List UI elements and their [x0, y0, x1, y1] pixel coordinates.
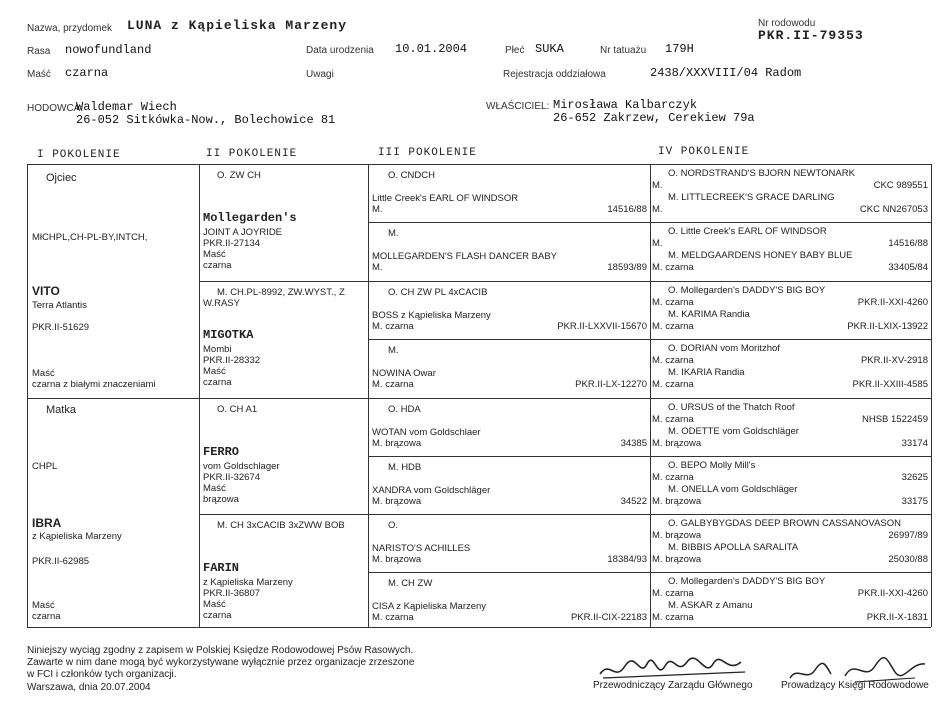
- gen4-dam-sex: M. czarna: [652, 379, 694, 390]
- branch-label: Rejestracja oddziałowa: [503, 69, 606, 80]
- gen4-sire-sex: M.: [652, 180, 663, 191]
- gen4-dam: M. ONELLA vom Goldschläger: [668, 484, 798, 495]
- gen3-sex: M. czarna: [372, 379, 414, 390]
- gen4-sire: O. URSUS of the Thatch Roof: [668, 402, 795, 413]
- grid-gen3-split: [368, 456, 931, 457]
- gen3-top: O. CNDCH: [388, 170, 435, 181]
- breeder-label: HODOWCA:: [27, 103, 84, 114]
- gen2-color-label: Maść: [203, 483, 226, 494]
- gen2-kennel: JOINT A JOYRIDE: [203, 227, 283, 238]
- grid-gen2-split: [199, 514, 368, 515]
- gen1-father-kennel: Terra Atlantis: [32, 300, 87, 311]
- breed-label: Rasa: [27, 46, 51, 57]
- gen1-mother-color-label: Maść: [32, 600, 55, 611]
- gen4-sire-reg: 32625: [901, 472, 928, 483]
- gen1-mother-name: IBRA: [32, 516, 62, 530]
- footer-line-3: w FCI i członków tych organizacji.: [27, 669, 177, 680]
- grid-gen3-split: [368, 281, 931, 282]
- gen1-father-titles: MłCHPL,CH-PL-BY,INTCH,: [32, 232, 148, 243]
- gen3-top: O. HDA: [388, 404, 421, 415]
- gen3-name: WOTAN vom Goldschlaer: [372, 427, 481, 438]
- gen2-color-label: Maść: [203, 599, 226, 610]
- gen2-reg: PKR.II-36807: [203, 588, 261, 599]
- gen1-mother-color: czarna: [32, 611, 61, 622]
- grid-gen3-split: [368, 514, 931, 515]
- dob-value: 10.01.2004: [395, 42, 468, 56]
- gen3-name: XANDRA vom Goldschläger: [372, 485, 491, 496]
- gen2-color: brązowa: [203, 494, 239, 505]
- gen2-color: czarna: [203, 610, 232, 621]
- gen4-dam-sex: M. brązowa: [652, 438, 702, 449]
- gen4-sire-sex: M. czarna: [652, 472, 694, 483]
- gen4-sire-sex: M. czarna: [652, 297, 694, 308]
- grid-gen3-split: [368, 339, 931, 340]
- notes-label: Uwagi: [306, 69, 334, 80]
- gen4-dam: M. IKARIA Randia: [668, 367, 745, 378]
- gen4-sire-reg: PKR.II-XXI-4260: [857, 588, 928, 599]
- breed-value: nowofundland: [65, 43, 152, 57]
- gen4-sire-reg: 26997/89: [888, 530, 928, 541]
- gen4-dam-sex: M.: [652, 204, 663, 215]
- gen4-dam: M. LITTLECREEK'S GRACE DARLING: [668, 192, 835, 203]
- gen2-name: FERRO: [203, 445, 240, 459]
- reg-number: PKR.II-79353: [758, 28, 864, 43]
- gen4-dam-reg: PKR.II-LXIX-13922: [847, 321, 928, 332]
- gen4-sire-reg: PKR.II-XV-2918: [860, 355, 928, 366]
- gen3-top: M. HDB: [388, 462, 422, 473]
- gen4-sire: O. Little Creek's EARL OF WINDSOR: [668, 226, 827, 237]
- tattoo-label: Nr tatuażu: [600, 45, 647, 56]
- gen2-reg: PKR.II-28332: [203, 355, 261, 366]
- gen4-sire-sex: M. czarna: [652, 355, 694, 366]
- grid-left-line: [27, 164, 28, 627]
- gen4-dam-sex: M. brązowa: [652, 496, 702, 507]
- dob-label: Data urodzenia: [306, 45, 374, 56]
- gen2-color-label: Maść: [203, 366, 226, 377]
- gen3-sex: M. brązowa: [372, 438, 422, 449]
- gen1-father-reg: PKR.II-51629: [32, 322, 90, 333]
- gen4-dam: M. ODETTE vom Goldschläger: [668, 426, 799, 437]
- gen3-reg: PKR.II-LXXVII-15670: [557, 321, 647, 332]
- gen3-reg: 34522: [620, 496, 647, 507]
- gen3-name: NARISTO'S ACHILLES: [372, 543, 471, 554]
- gen4-sire-reg: CKC 989551: [873, 180, 928, 191]
- gen4-dam-sex: M. brązowa: [652, 554, 702, 565]
- grid-gen3-split: [368, 398, 931, 399]
- footer-line-1: Niniejszy wyciąg zgodny z zapisem w Polskiej Księdze Rodowodowej Psów Rasowych.: [27, 645, 414, 656]
- gen4-sire: O. Mollegarden's DADDY'S BIG BOY: [668, 285, 826, 296]
- gen4-sire-reg: PKR.II-XXI-4260: [857, 297, 928, 308]
- breeder-name: Waldemar Wiech: [76, 100, 177, 114]
- gen4-sire-sex: M. czarna: [652, 414, 694, 425]
- color-label: Maść: [27, 69, 51, 80]
- gen4-dam-sex: M. czarna: [652, 262, 694, 273]
- gen2-header: II POKOLENIE: [206, 148, 298, 160]
- gen4-header: IV POKOLENIE: [658, 146, 750, 158]
- gen2-name: Mollegarden's: [203, 211, 297, 225]
- gen3-top: O.: [388, 520, 399, 531]
- gen1-father-head: Ojciec: [46, 172, 77, 184]
- gen4-dam-sex: M. czarna: [652, 612, 694, 623]
- gen1-header: I POKOLENIE: [37, 149, 121, 161]
- gen4-sire-sex: M. czarna: [652, 588, 694, 599]
- gen4-dam-reg: PKR.II-XXIII-4585: [852, 379, 928, 390]
- breeder-address: 26-052 Sitkówka-Now., Bolechowice 81: [76, 113, 336, 127]
- gen3-reg: 18384/93: [607, 554, 647, 565]
- gen2-kennel: vom Goldschlager: [203, 461, 280, 472]
- gen3-reg: 34385: [620, 438, 647, 449]
- grid-col3-line: [650, 164, 651, 627]
- owner-label: WŁAŚCICIEL:: [486, 101, 550, 112]
- gen4-sire-reg: NHSB 1522459: [861, 414, 928, 425]
- color-value: czarna: [65, 66, 109, 80]
- gen2-name: FARIN: [203, 561, 240, 575]
- gen3-sex: M. brązowa: [372, 554, 422, 565]
- gen1-father-color: czarna z białymi znaczeniami: [32, 379, 156, 390]
- gen1-mother-titles: CHPL: [32, 461, 58, 472]
- gen2-kennel: Mombi: [203, 344, 232, 355]
- gen3-reg: PKR.II-LX-12270: [575, 379, 647, 390]
- gen4-sire-sex: M.: [652, 238, 663, 249]
- gen3-sex: M. czarna: [372, 321, 414, 332]
- gen3-name: MOLLEGARDEN'S FLASH DANCER BABY: [372, 251, 557, 262]
- gen2-top: O. CH A1: [217, 404, 258, 415]
- gen4-sire-reg: 14516/88: [888, 238, 928, 249]
- footer-line-2: Zawarte w nim dane mogą być wykorzystywane wyłącznie przez organizacje zrzeszone: [27, 657, 415, 668]
- grid-gen2-split: [199, 281, 368, 282]
- gen4-dam: M. BIBBIS APOLLA SARALITA: [668, 542, 799, 553]
- branch-value: 2438/XXXVIII/04 Radom: [650, 66, 802, 80]
- grid-right-line: [931, 164, 932, 627]
- grid-col2-line: [368, 164, 369, 627]
- signature-1-caption: Przewodniczący Zarządu Głównego: [593, 680, 753, 691]
- gen3-top: M.: [388, 345, 399, 356]
- gen2-top: O. ZW CH: [217, 170, 261, 181]
- gen4-sire: O. BEPO Molly Mill's: [668, 460, 756, 471]
- signature-2-caption: Prowadzący Księgi Rodowodowe: [781, 680, 929, 691]
- grid-bottom-line: [27, 627, 931, 628]
- grid-gen2-split: [199, 398, 368, 399]
- sex-label: Płeć: [505, 45, 525, 56]
- gen3-name: BOSS z Kąpieliska Marzeny: [372, 310, 491, 321]
- gen2-color: czarna: [203, 377, 232, 388]
- gen3-name: NOWINA Owar: [372, 368, 436, 379]
- owner-name: Mirosława Kalbarczyk: [553, 98, 698, 112]
- gen4-dam: M. MELDGAARDENS HONEY BABY BLUE: [668, 250, 853, 261]
- gen2-reg: PKR.II-27134: [203, 238, 261, 249]
- gen4-sire-sex: M. brązowa: [652, 530, 702, 541]
- gen2-kennel: z Kąpieliska Marzeny: [203, 577, 293, 588]
- gen3-top: O. CH ZW PL 4xCACIB: [388, 287, 488, 298]
- gen2-reg: PKR.II-32674: [203, 472, 261, 483]
- grid-gen1-split: [27, 398, 199, 399]
- footer-date: Warszawa, dnia 20.07.2004: [27, 682, 151, 693]
- grid-col1-line: [199, 164, 200, 627]
- gen2-top-cont: W.RASY: [203, 298, 240, 309]
- gen2-top: M. CH.PL-8992, ZW.WYST., Z: [217, 287, 345, 298]
- gen2-top: M. CH 3xCACIB 3xZWW BOB: [217, 520, 345, 531]
- gen4-dam-reg: PKR.II-X-1831: [866, 612, 928, 623]
- gen1-mother-reg: PKR.II-62985: [32, 556, 90, 567]
- gen2-color-label: Maść: [203, 249, 226, 260]
- gen3-sex: M. brązowa: [372, 496, 422, 507]
- grid-gen3-split: [368, 572, 931, 573]
- tattoo-value: 179H: [665, 42, 694, 56]
- gen3-name: CISA z Kąpieliska Marzeny: [372, 601, 487, 612]
- gen4-sire: O. GALBYBYGDAS DEEP BROWN CASSANOVASON: [668, 518, 901, 529]
- gen3-sex: M.: [372, 262, 383, 273]
- gen3-sex: M.: [372, 204, 383, 215]
- gen2-name: MIGOTKA: [203, 328, 254, 342]
- sex-value: SUKA: [535, 42, 564, 56]
- gen2-color: czarna: [203, 260, 232, 271]
- owner-address: 26-652 Zakrzew, Cerekiew 79a: [553, 111, 755, 125]
- gen4-dam-sex: M. czarna: [652, 321, 694, 332]
- gen1-father-name: VITO: [32, 284, 60, 298]
- gen4-dam-reg: 25030/88: [888, 554, 928, 565]
- gen1-mother-kennel: z Kąpieliska Marzeny: [32, 531, 122, 542]
- grid-gen3-split: [368, 222, 931, 223]
- grid-top-line: [27, 164, 931, 165]
- dog-name: LUNA z Kąpieliska Marzeny: [127, 18, 348, 33]
- gen4-dam-reg: 33174: [901, 438, 928, 449]
- gen4-sire: O. Mollegarden's DADDY'S BIG BOY: [668, 576, 826, 587]
- gen3-reg: 18593/89: [607, 262, 647, 273]
- gen1-mother-head: Matka: [46, 404, 76, 416]
- gen4-sire: O. DORIAN vom Moritzhof: [668, 343, 780, 354]
- gen1-father-color-label: Maść: [32, 368, 55, 379]
- gen4-dam: M. KARIMA Randia: [668, 309, 750, 320]
- gen3-reg: PKR.II-CIX-22183: [570, 612, 647, 623]
- gen4-sire: O. NORDSTRAND'S BJORN NEWTONARK: [668, 168, 855, 179]
- gen4-dam-reg: 33175: [901, 496, 928, 507]
- gen4-dam: M. ASKAR z Amanu: [668, 600, 753, 611]
- reg-label: Nr rodowodu: [758, 18, 816, 29]
- gen3-name: Little Creek's EARL OF WINDSOR: [372, 193, 519, 204]
- gen4-dam-reg: CKC NN267053: [859, 204, 928, 215]
- gen3-reg: 14516/88: [607, 204, 647, 215]
- gen4-dam-reg: 33405/84: [888, 262, 928, 273]
- gen3-header: III POKOLENIE: [378, 147, 477, 159]
- gen3-top: M. CH ZW: [388, 578, 433, 589]
- name-label: Nazwa, przydomek: [27, 23, 113, 34]
- gen3-top: M.: [388, 228, 399, 239]
- gen3-sex: M. czarna: [372, 612, 414, 623]
